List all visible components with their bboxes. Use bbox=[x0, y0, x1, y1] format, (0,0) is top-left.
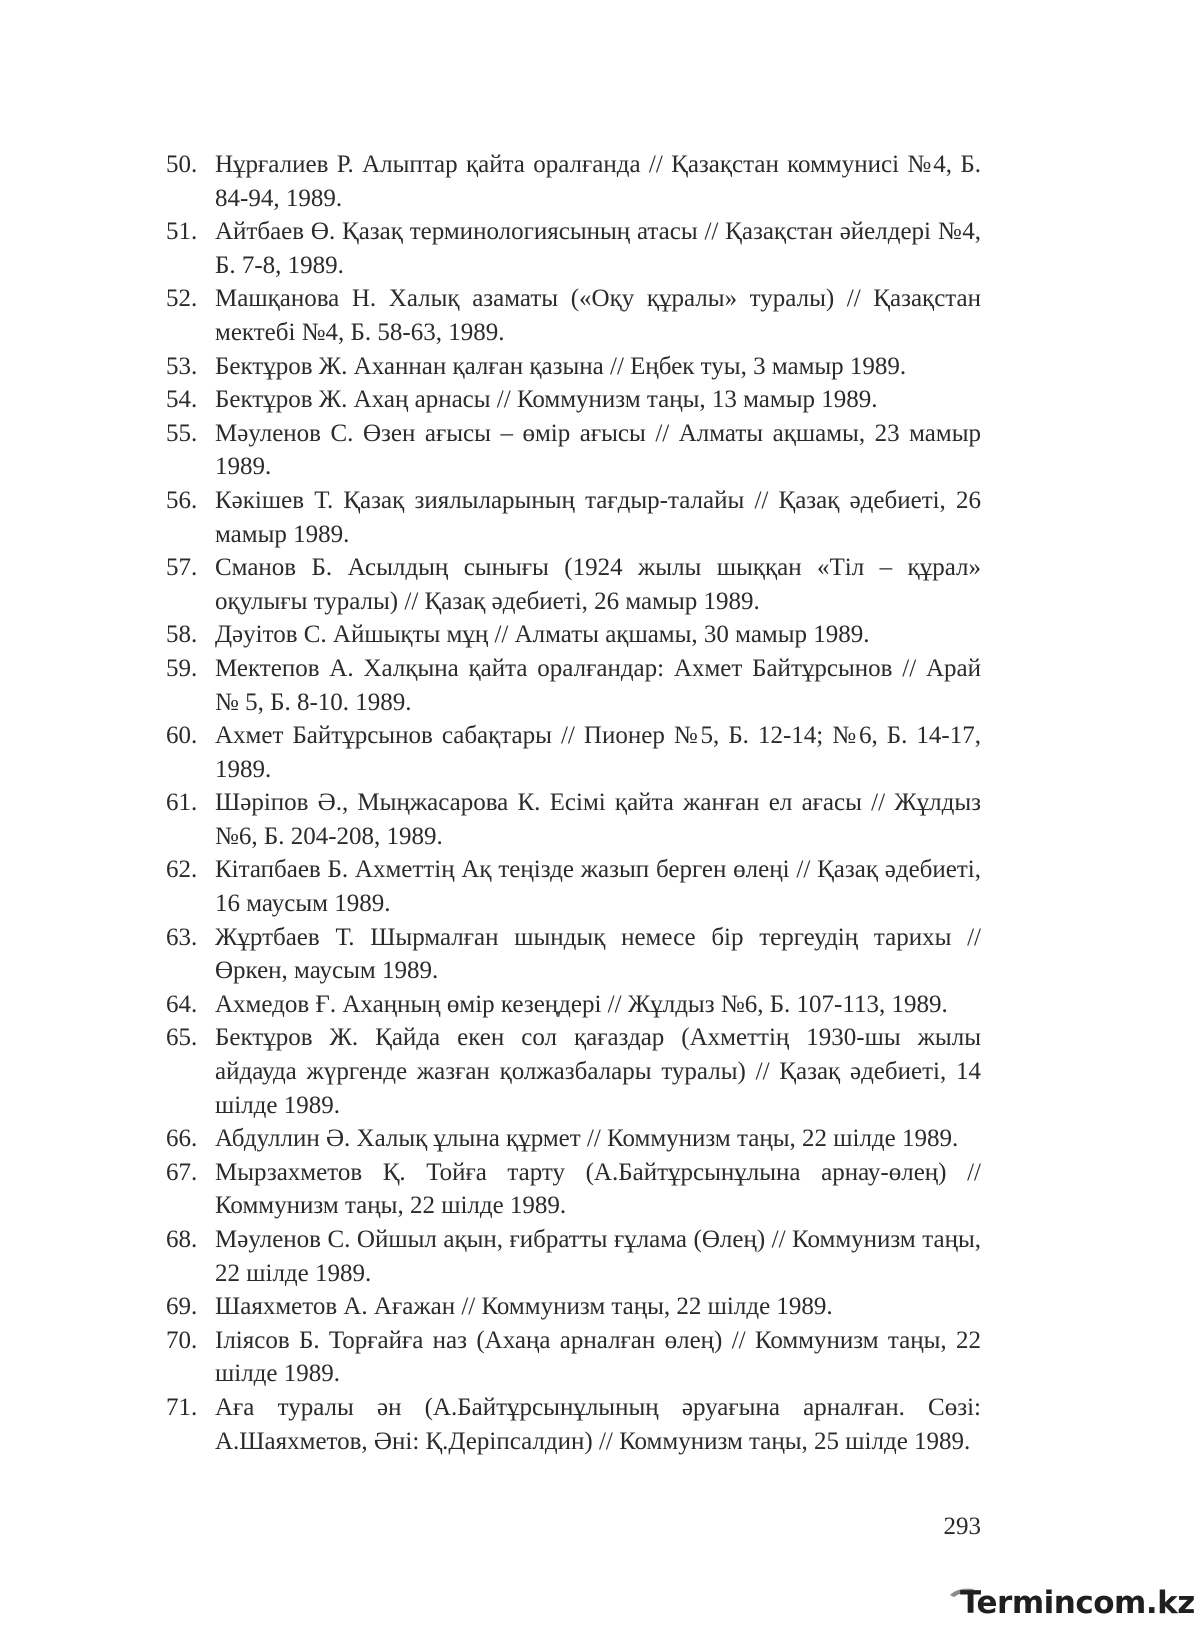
list-item bbox=[166, 786, 981, 853]
watermark-logo bbox=[948, 1583, 1195, 1625]
reference-text: Іліясов Б. Торғайға наз (Ахаңа арналған өлең) // Коммунизм таңы, 22 шілде 1989. bbox=[215, 1326, 981, 1388]
reference-number: 55. bbox=[166, 419, 198, 447]
watermark-text: Termincom.kz bbox=[960, 1585, 1195, 1621]
reference-number: 71. bbox=[166, 1393, 198, 1421]
reference-number: 60. bbox=[166, 722, 198, 750]
reference-text: Айтбаев Ө. Қазақ терминологиясының атасы // Қазақстан әйелдері №4, Б. 7-8, 1989. bbox=[215, 218, 981, 279]
reference-text: Нұрғалиев Р. Алыптар қайта оралғанда // Қазақстан коммунисі №4, Б. 84-94, 1989. bbox=[215, 151, 981, 212]
reference-number: 54. bbox=[166, 386, 198, 414]
list-item bbox=[166, 1290, 981, 1324]
list-item bbox=[166, 1156, 981, 1223]
list-item bbox=[166, 383, 981, 417]
reference-text: Сманов Б. Асылдың сынығы (1924 жылы шыққан «Тіл – құрал» оқулығы туралы) // Қазақ әдебиеті, 26 мамыр 1989. bbox=[215, 554, 981, 615]
list-item bbox=[166, 988, 981, 1022]
reference-text: Аға туралы ән (А.Байтұрсынұлының әруағына арналған. Сөзі: А.Шаяхметов, Әні: Қ.Деріпсалдин) // Коммунизм таңы, 25 шілде 1989. bbox=[215, 1393, 981, 1455]
reference-number: 51. bbox=[166, 218, 198, 246]
reference-text: Шәріпов Ә., Мыңжасарова К. Есімі қайта жанған ел ағасы // Жұлдыз №6, Б. 204-208, 1989. bbox=[215, 789, 981, 850]
list-item bbox=[166, 1324, 981, 1391]
list-item bbox=[166, 148, 981, 215]
reference-text: Шаяхметов А. Ағажан // Коммунизм таңы, 22 шілде 1989. bbox=[215, 1293, 833, 1321]
reference-number: 64. bbox=[166, 990, 198, 1018]
reference-text: Ахмет Байтұрсынов сабақтары // Пионер №5, Б. 12-14; №6, Б. 14-17, 1989. bbox=[215, 722, 981, 783]
reference-number: 57. bbox=[166, 554, 198, 582]
reference-number: 62. bbox=[166, 856, 198, 884]
reference-text: Абдуллин Ә. Халық ұлына құрмет // Коммунизм таңы, 22 шілде 1989. bbox=[215, 1125, 959, 1153]
reference-number: 69. bbox=[166, 1293, 198, 1321]
reference-text: Мәуленов С. Өзен ағысы – өмір ағысы // Алматы ақшамы, 23 мамыр 1989. bbox=[215, 419, 981, 481]
reference-text: Кәкішев Т. Қазақ зиялыларының тағдыр-талайы // Қазақ әдебиеті, 26 мамыр 1989. bbox=[215, 486, 981, 548]
list-item bbox=[166, 484, 981, 551]
list-item bbox=[166, 618, 981, 652]
reference-text: Мәуленов С. Ойшыл ақын, ғибратты ғұлама (Өлең) // Коммунизм таңы, 22 шілде 1989. bbox=[215, 1226, 981, 1287]
list-item bbox=[166, 853, 981, 920]
list-item bbox=[166, 1122, 981, 1156]
reference-number: 61. bbox=[166, 789, 198, 817]
reference-text: Мектепов А. Халқына қайта оралғандар: Ахмет Байтұрсынов // Арай № 5, Б. 8-10. 1989. bbox=[215, 654, 981, 716]
page-number: 293 bbox=[943, 1513, 981, 1540]
reference-number: 56. bbox=[166, 486, 198, 514]
reference-number: 65. bbox=[166, 1024, 198, 1052]
list-item bbox=[166, 921, 981, 988]
list-item bbox=[166, 417, 981, 484]
list-item bbox=[166, 551, 981, 618]
reference-number: 70. bbox=[166, 1326, 198, 1354]
reference-number: 63. bbox=[166, 923, 198, 951]
list-item bbox=[166, 652, 981, 719]
reference-number: 66. bbox=[166, 1125, 198, 1153]
reference-number: 59. bbox=[166, 654, 198, 682]
reference-text: Машқанова Н. Халық азаматы («Оқу құралы» туралы) // Қазақстан мектебі №4, Б. 58-63, 1989. bbox=[215, 285, 981, 346]
list-item bbox=[166, 350, 981, 384]
list-item bbox=[166, 719, 981, 786]
reference-list bbox=[166, 148, 981, 1458]
list-item bbox=[166, 1223, 981, 1290]
reference-number: 53. bbox=[166, 352, 198, 380]
reference-text: Бектұров Ж. Ахаң арнасы // Коммунизм таңы, 13 мамыр 1989. bbox=[215, 386, 878, 414]
reference-text: Бектұров Ж. Аханнан қалған қазына // Еңбек туы, 3 мамыр 1989. bbox=[215, 352, 907, 380]
reference-text: Жұртбаев Т. Шырмалған шындық немесе бір тергеудің тарихы // Өркен, маусым 1989. bbox=[215, 923, 981, 985]
reference-text: Ахмедов Ғ. Ахаңның өмір кезеңдері // Жұлдыз №6, Б. 107-113, 1989. bbox=[215, 990, 948, 1018]
list-item bbox=[166, 215, 981, 282]
reference-number: 67. bbox=[166, 1158, 198, 1186]
list-item bbox=[166, 282, 981, 349]
reference-number: 52. bbox=[166, 285, 198, 313]
reference-number: 50. bbox=[166, 151, 198, 178]
reference-text: Бектұров Ж. Қайда екен сол қағаздар (Ахметтің 1930-шы жылы айдауда жүргенде жазған қолжазбалары туралы) // Қазақ әдебиеті, 14 шілде 1989. bbox=[215, 1024, 981, 1119]
reference-number: 58. bbox=[166, 621, 198, 649]
reference-text: Дәуітов С. Айшықты мұң // Алматы ақшамы, 30 мамыр 1989. bbox=[215, 621, 870, 649]
reference-text: Мырзахметов Қ. Тойға тарту (А.Байтұрсынұлына арнау-өлең) // Коммунизм таңы, 22 шілде 1989. bbox=[215, 1158, 981, 1220]
reference-text: Кітапбаев Б. Ахметтің Ақ теңізде жазып берген өлеңі // Қазақ әдебиеті, 16 маусым 1989. bbox=[215, 856, 981, 918]
list-item bbox=[166, 1391, 981, 1458]
list-item bbox=[166, 1021, 981, 1122]
reference-number: 68. bbox=[166, 1226, 198, 1253]
